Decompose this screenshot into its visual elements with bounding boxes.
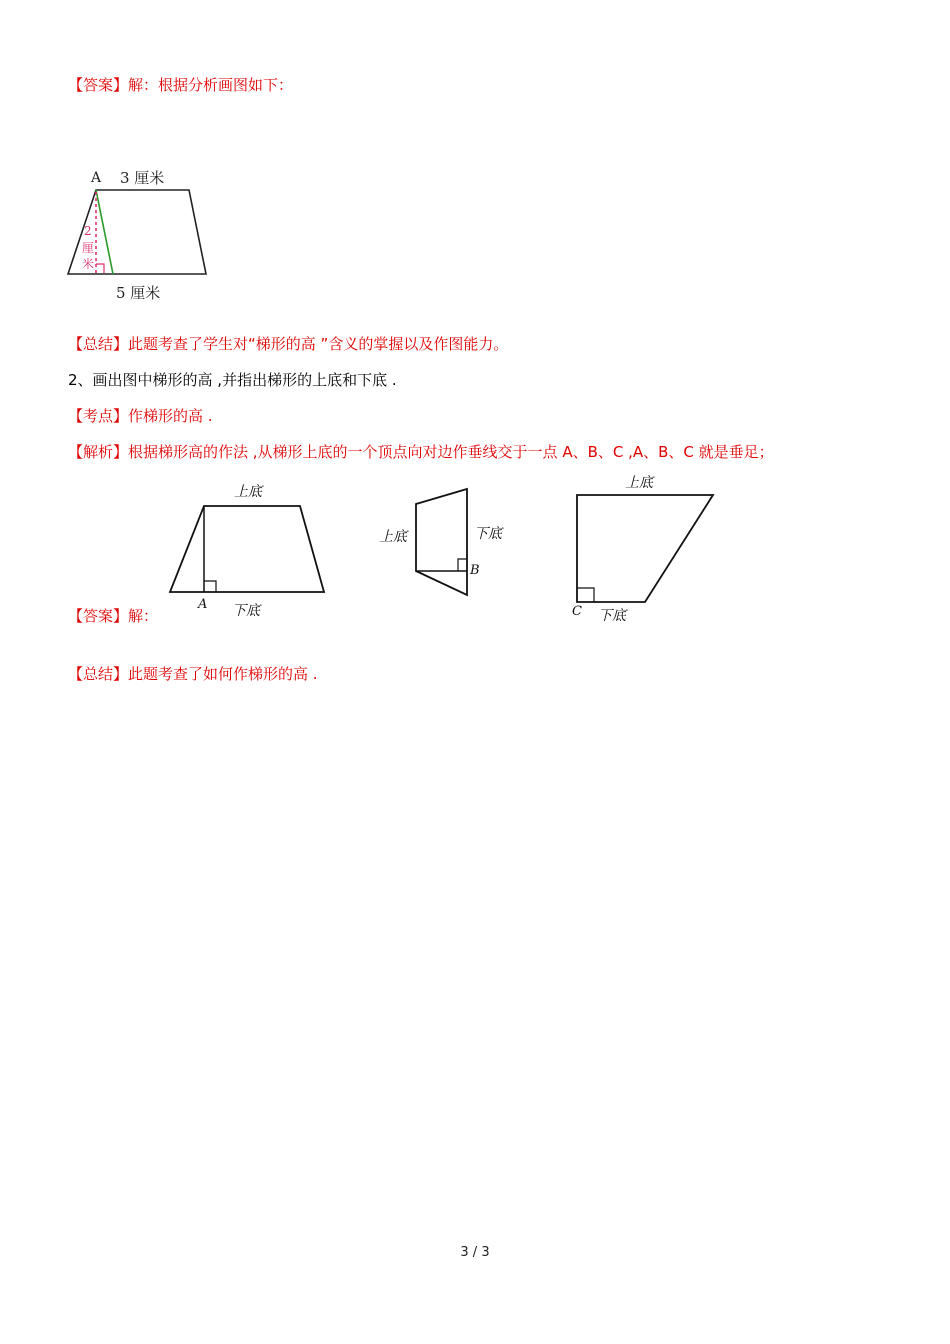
trapezoid-1-foot-label: A [198, 597, 208, 612]
summary-line-1 [68, 334, 508, 354]
trapezoid-figure-1 [60, 160, 230, 310]
answer-text: 解： [128, 607, 159, 625]
trapezoid-2-foot-label: B [470, 563, 480, 578]
question-2-text: 2、画出图中梯形的高 ,并指出梯形的上底和下底 . [68, 371, 397, 389]
kaodian-text: 作梯形的高 . [128, 407, 213, 425]
trapezoid-1-right-angle [204, 581, 216, 592]
trapezoid-2 [379, 489, 504, 595]
bottom-length-label: 5 厘米 [116, 284, 161, 302]
height-label-number: 2 [84, 224, 92, 238]
answer-tag: 【答案】 [68, 607, 129, 625]
top-length-label: 3 厘米 [120, 169, 165, 187]
height-label-unit-2: 米 [82, 257, 95, 271]
summary-tag: 【总结】 [68, 665, 129, 683]
height-label-unit-1: 厘 [82, 241, 95, 255]
summary-text: 此题考查了如何作梯形的高 . [128, 665, 318, 683]
jiexi-text: 根据梯形高的作法 ,从梯形上底的一个顶点向对边作垂线交于一点 A、B、C ,A、B、C 就是垂足； [128, 443, 774, 461]
vertex-label-a: A [91, 170, 102, 186]
right-angle-mark [96, 264, 104, 273]
jiexi-tag: 【解析】 [68, 443, 129, 461]
answer-text: 解：根据分析画图如下： [128, 76, 294, 94]
trapezoid-3-outline [577, 495, 713, 602]
answer-line-1 [68, 75, 293, 95]
trapezoids-figure-2 [160, 470, 730, 630]
kaodian-line [68, 406, 213, 426]
kaodian-tag: 【考点】 [68, 407, 129, 425]
trapezoid-2-left-label: 上底 [379, 529, 407, 545]
answer-line-2 [68, 606, 158, 626]
trapezoid-2-right-label: 下底 [474, 526, 502, 542]
trapezoid-3-top-label: 上底 [625, 475, 653, 491]
trapezoid-3 [572, 475, 713, 624]
trapezoid-1-top-label: 上底 [234, 484, 262, 500]
summary-line-2 [68, 664, 318, 684]
green-segment [96, 190, 113, 274]
summary-text: 此题考查了学生对“梯形的高 ”含义的掌握以及作图能力。 [128, 335, 509, 353]
trapezoid-1-bottom-label: 下底 [232, 603, 260, 619]
page-number: 3 / 3 [460, 1245, 490, 1260]
summary-tag: 【总结】 [68, 335, 129, 353]
answer-tag: 【答案】 [68, 76, 129, 94]
trapezoid-1-outline [170, 506, 324, 592]
jiexi-line [68, 442, 774, 462]
trapezoid-3-right-angle [577, 588, 594, 602]
trapezoid-3-foot-label: C [572, 604, 582, 619]
question-2 [68, 370, 397, 390]
trapezoid-1 [170, 484, 324, 619]
trapezoid-3-bottom-label: 下底 [598, 608, 626, 624]
trapezoid-2-outline [416, 489, 467, 595]
trapezoid-2-right-angle [458, 559, 467, 571]
